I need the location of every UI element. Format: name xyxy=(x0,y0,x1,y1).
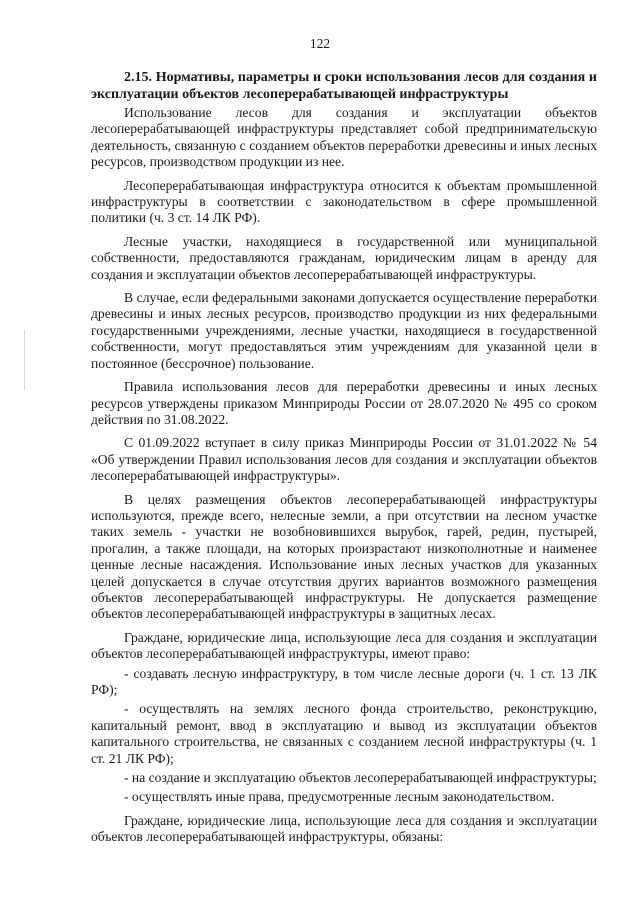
paragraph-5: Правила использования лесов для переработки древесины и иных лесных ресурсов утверждены приказом Минприроды России от 28.07.2020 № 495 со сроком действия по 31.08.2022. xyxy=(91,379,597,427)
paragraph-4: В случае, если федеральными законами допускается осуществление переработки древесины и иных лесных ресурсов, производство продукции из них федеральными государственными учреждениями, лесные участки, находящиеся в государственной собственности, могут предоставляться этим учреждениям для указанной цели в постоянное (бессрочное) пользование. xyxy=(91,290,597,371)
paragraph-1: Использование лесов для создания и эксплуатации объектов лесоперерабатывающей инфраструктуры представляет собой предпринимательскую деятельность, связанную с созданием объектов переработки древесины и иных лесных ресурсов, производством продукции из нее. xyxy=(91,105,597,170)
paragraph-3: Лесные участки, находящиеся в государственной или муниципальной собственности, предоставляются гражданам, юридическим лицам в аренду для создания и эксплуатации объектов лесоперерабатывающей инфраструктуры. xyxy=(91,233,597,282)
left-margin-mark xyxy=(24,330,25,390)
paragraph-7: В целях размещения объектов лесоперерабатывающей инфраструктуры используются, прежде всего, нелесные земли, а при отсутствии на лесном участке таких земель - участки не возобновившихся вырубок, гарей, редин, пустырей, прогалин, а также площади, на которых произрастают низкополнотные и наименее ценные лесные насаждения. Использование иных лесных участков для указанных целей допускается в случае отсутствия других вариантов возможного размещения объектов лесоперерабатывающей инфраструктуры. Не допускается размещение объектов лесоперерабатывающей инфраструктуры в защитных лесах. xyxy=(91,491,597,622)
obligations-intro-paragraph: Граждане, юридические лица, использующие леса для создания и эксплуатации объектов лесоперерабатывающей инфраструктуры, обязаны: xyxy=(91,812,597,845)
rights-list-item: - создавать лесную инфраструктуру, в том числе лесные дороги (ч. 1 ст. 13 ЛК РФ); xyxy=(91,665,597,697)
rights-intro-paragraph: Граждане, юридические лица, использующие леса для создания и эксплуатации объектов лесоперерабатывающей инфраструктуры, имеют право: xyxy=(91,629,597,662)
rights-list-item: - на создание и эксплуатацию объектов лесоперерабатывающей инфраструктуры; xyxy=(124,770,597,786)
rights-list-item: - осуществлять иные права, предусмотренные лесным законодательством. xyxy=(124,789,555,805)
document-body xyxy=(91,70,597,853)
section-heading: 2.15. Нормативы, параметры и сроки использования лесов для создания и эксплуатации объектов лесоперерабатывающей инфраструктуры xyxy=(91,70,597,102)
page-number: 122 xyxy=(309,36,331,51)
paragraph-6: С 01.09.2022 вступает в силу приказ Минприроды России от 31.01.2022 № 54 «Об утверждении Правил использования лесов для создания и эксплуатации объектов лесоперерабатывающей инфраструктуры». xyxy=(91,435,597,484)
paragraph-2: Лесоперерабатывающая инфраструктура относится к объектам промышленной инфраструктуры в соответствии с законодательством в сфере промышленной политики (ч. 3 ст. 14 ЛК РФ). xyxy=(91,177,597,226)
rights-list-item: - осуществлять на землях лесного фонда строительство, реконструкцию, капитальный ремонт, ввод в эксплуатацию и вывод из эксплуатации объектов капитального строительства, не связанных с созданием лесной инфраструктуры (ч. 1 ст. 21 ЛК РФ); xyxy=(91,701,597,766)
